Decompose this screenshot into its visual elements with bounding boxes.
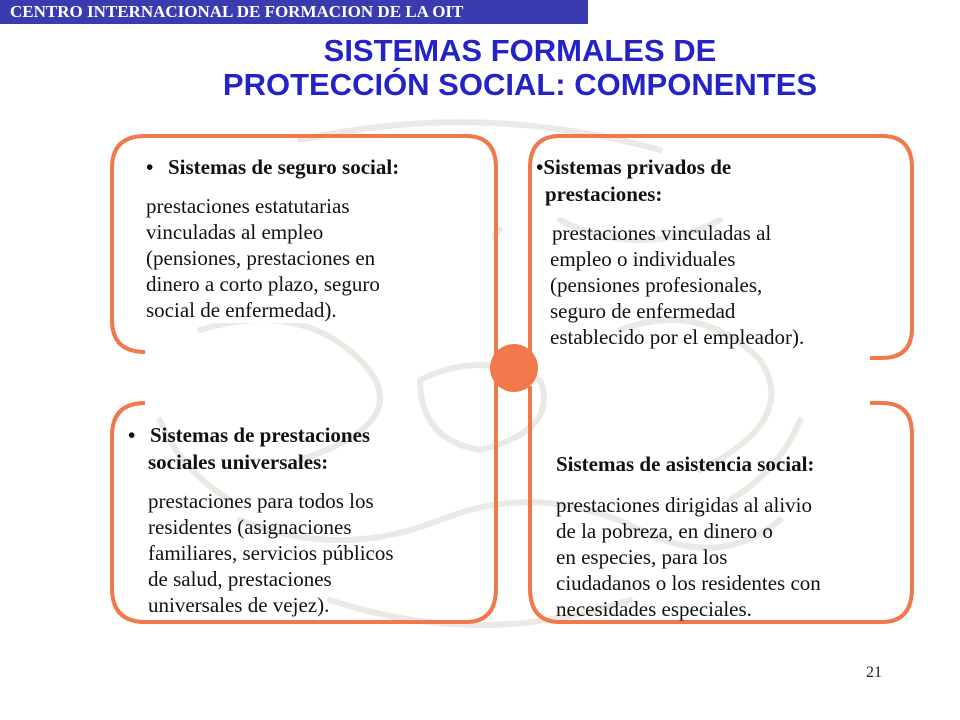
quadrant-body: prestaciones vinculadas al empleo o individuales (pensiones profesionales, seguro de enfermedad establecido por el empleador). (550, 221, 805, 349)
quadrant-heading-line-2: sociales universales: (148, 450, 329, 474)
quadrant-universal-benefits (128, 422, 478, 618)
bullet: • (146, 155, 154, 179)
bullet: • (128, 423, 136, 447)
quadrant-heading-line-2: prestaciones: (545, 182, 663, 206)
header-banner: CENTRO INTERNACIONAL DE FORMACION DE LA OIT (0, 0, 588, 24)
quadrant-body: prestaciones para todos los residentes (asignaciones familiares, servicios públicos de salud, prestaciones universales de vejez). (148, 489, 394, 617)
quadrant-social-assistance (556, 451, 901, 622)
quadrant-body: prestaciones estatutarias vinculadas al empleo (pensiones, prestaciones en dinero a corto plazo, seguro social de enfermedad). (146, 194, 380, 322)
quadrant-heading: Sistemas de seguro social: (168, 155, 400, 179)
page-number: 21 (866, 664, 882, 681)
quadrant-social-insurance (142, 154, 492, 323)
quadrant-heading-line-1: Sistemas de prestaciones (150, 423, 371, 447)
quadrant-heading: Sistemas de asistencia social: (556, 452, 815, 476)
title-line-2: PROTECCIÓN SOCIAL: COMPONENTES (222, 67, 818, 102)
quadrant-body: prestaciones dirigidas al alivio de la pobreza, en dinero o en especies, para los ciudadanos o los residentes con necesidades especiales. (556, 493, 821, 621)
quadrant-heading-line-1: •Sistemas privados de (536, 155, 732, 179)
center-circle (490, 344, 538, 392)
title-line-1: SISTEMAS FORMALES DE (323, 33, 717, 68)
quadrant-private-benefits (536, 154, 906, 350)
